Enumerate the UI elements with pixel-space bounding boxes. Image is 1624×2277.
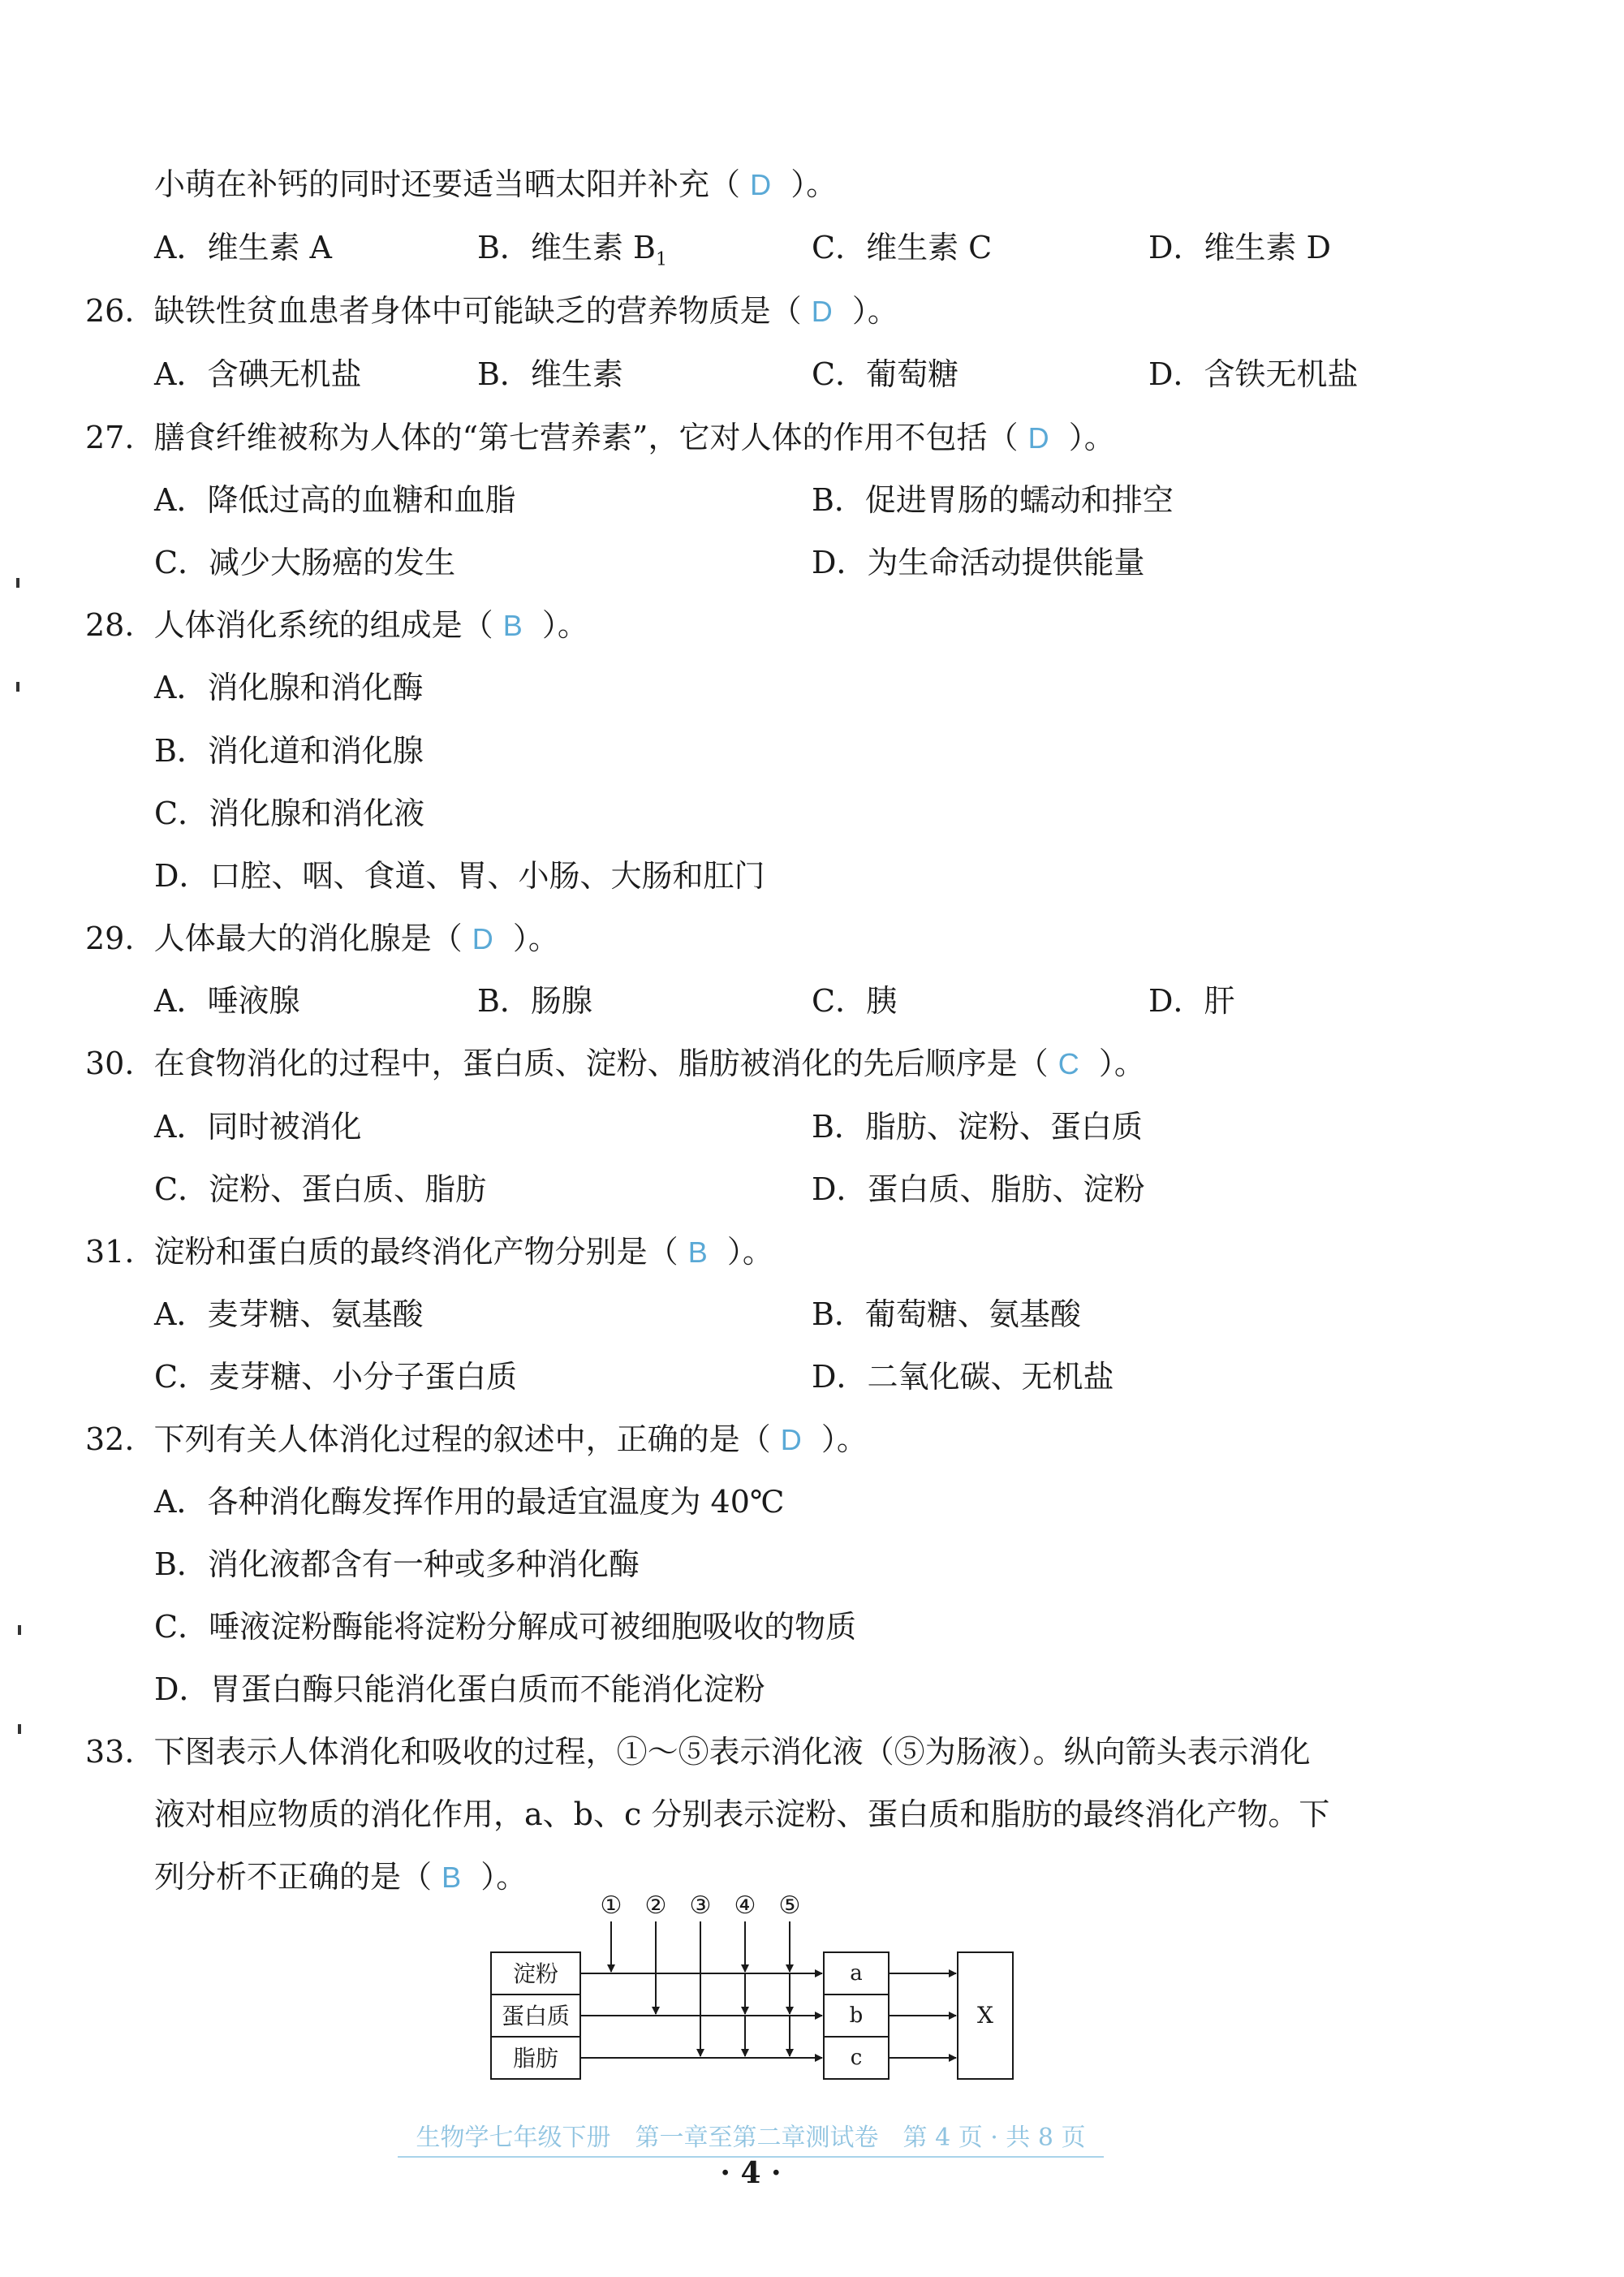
q26-option-c: C．葡萄糖 xyxy=(812,356,959,392)
q29-option-d: D．肝 xyxy=(1148,983,1235,1019)
q30-stem: 30. 在食物消化的过程中，蛋白质、淀粉、脂肪被消化的先后顺序是（ C ）。 xyxy=(85,1046,1145,1081)
q28-answer: B xyxy=(502,609,523,642)
q30-answer: C xyxy=(1058,1047,1079,1080)
q26-option-d: D．含铁无机盐 xyxy=(1148,356,1359,392)
marker-3: ③ xyxy=(689,1891,712,1920)
q25-stem: 小萌在补钙的同时还要适当晒太阳并补充（ D ）。 xyxy=(154,166,838,202)
q28-option-a: A．消化腺和消化酶 xyxy=(154,670,424,705)
q25-option-c: C．维生素 C xyxy=(812,230,993,265)
q32-stem: 32. 下列有关人体消化过程的叙述中，正确的是（ D ）。 xyxy=(85,1421,868,1457)
scan-mark xyxy=(16,682,19,692)
q25-option-d: D．维生素 D xyxy=(1148,230,1332,265)
q28-option-b: B．消化道和消化腺 xyxy=(154,733,424,769)
q32-option-c: C．唾液淀粉酶能将淀粉分解成可被细胞吸收的物质 xyxy=(154,1609,857,1645)
label-product-c: c xyxy=(850,2046,863,2070)
q29-stem: 29. 人体最大的消化腺是（ D ）。 xyxy=(85,921,559,956)
q31-option-d: D．二氧化碳、无机盐 xyxy=(812,1359,1114,1395)
marker-4: ④ xyxy=(734,1891,756,1920)
q29-option-a: A．唾液腺 xyxy=(154,983,300,1019)
page-number: · 4 · xyxy=(720,2156,782,2190)
digestion-diagram xyxy=(479,1879,1023,2090)
q31-answer: B xyxy=(687,1236,708,1269)
q27-stem: 27. 膳食纤维被称为人体的“第七营养素”，它对人体的作用不包括（ D ）。 xyxy=(85,420,1115,455)
q29-option-b: B．肠腺 xyxy=(477,983,592,1019)
label-x: X xyxy=(977,2002,993,2029)
q33-stem-line2: 液对相应物质的消化作用，a、b、c 分别表示淀粉、蛋白质和脂肪的最终消化产物。下 xyxy=(154,1796,1330,1832)
label-product-b: b xyxy=(849,2003,864,2028)
q27-option-c: C．减少大肠癌的发生 xyxy=(154,545,456,580)
q27-option-b: B．促进胃肠的蠕动和排空 xyxy=(812,482,1174,518)
q30-option-c: C．淀粉、蛋白质、脂肪 xyxy=(154,1171,487,1207)
q28-option-c: C．消化腺和消化液 xyxy=(154,796,425,831)
scan-mark xyxy=(16,578,19,588)
q26-option-b: B．维生素 xyxy=(477,356,623,392)
q27-answer: D xyxy=(1027,421,1049,455)
q32-answer: D xyxy=(780,1423,802,1456)
q31-stem: 31. 淀粉和蛋白质的最终消化产物分别是（ B ）。 xyxy=(85,1234,773,1270)
marker-1: ① xyxy=(600,1891,622,1920)
scan-mark xyxy=(18,1625,21,1635)
marker-5: ⑤ xyxy=(778,1891,801,1920)
q32-option-b: B．消化液都含有一种或多种消化酶 xyxy=(154,1546,640,1582)
q29-option-c: C．胰 xyxy=(812,983,898,1019)
q33-answer: B xyxy=(442,1861,462,1894)
label-starch: 淀粉 xyxy=(512,1960,559,1987)
q32-option-a: A．各种消化酶发挥作用的最适宜温度为 40℃ xyxy=(154,1484,785,1520)
q28-option-d: D．口腔、咽、食道、胃、小肠、大肠和肛门 xyxy=(154,858,765,894)
q33-stem-line3: 列分析不正确的是（ B ）。 xyxy=(154,1859,528,1895)
scan-mark xyxy=(18,1724,21,1734)
q28-stem: 28. 人体消化系统的组成是（ B ）。 xyxy=(85,607,588,643)
marker-2: ② xyxy=(644,1891,667,1920)
q25-option-b: B．维生素 $B_1$ xyxy=(477,230,667,270)
q31-option-b: B．葡萄糖、氨基酸 xyxy=(812,1296,1081,1332)
q32-option-d: D．胃蛋白酶只能消化蛋白质而不能消化淀粉 xyxy=(154,1671,765,1707)
q29-answer: D xyxy=(472,922,493,955)
label-protein: 蛋白质 xyxy=(501,2003,571,2029)
q27-option-a: A．降低过高的血糖和血脂 xyxy=(154,482,516,518)
q26-answer: D xyxy=(811,295,833,328)
q26-option-a: A．含碘无机盐 xyxy=(154,356,362,392)
q31-option-c: C．麦芽糖、小分子蛋白质 xyxy=(154,1359,518,1395)
label-product-a: a xyxy=(850,1961,863,1986)
q30-option-b: B．脂肪、淀粉、蛋白质 xyxy=(812,1109,1143,1145)
q26-stem: 26. 缺铁性贫血患者身体中可能缺乏的营养物质是（ D ）。 xyxy=(85,293,898,329)
q30-option-a: A．同时被消化 xyxy=(154,1109,362,1145)
q25-answer: D xyxy=(750,168,772,201)
page-footer: 生物学七年级下册 第一章至第二章测试卷 第 4 页 · 共 8 页 xyxy=(398,2117,1104,2158)
q25-option-a: A．维生素 A xyxy=(154,230,332,265)
q31-option-a: A．麦芽糖、氨基酸 xyxy=(154,1296,424,1332)
q33-stem-line1: 33. 下图表示人体消化和吸收的过程，①～⑤表示消化液（⑤为肠液）。纵向箭头表示消化 xyxy=(85,1734,1311,1770)
label-fat: 脂肪 xyxy=(512,2045,559,2072)
q27-option-d: D．为生命活动提供能量 xyxy=(812,545,1145,580)
q30-option-d: D．蛋白质、脂肪、淀粉 xyxy=(812,1171,1145,1207)
